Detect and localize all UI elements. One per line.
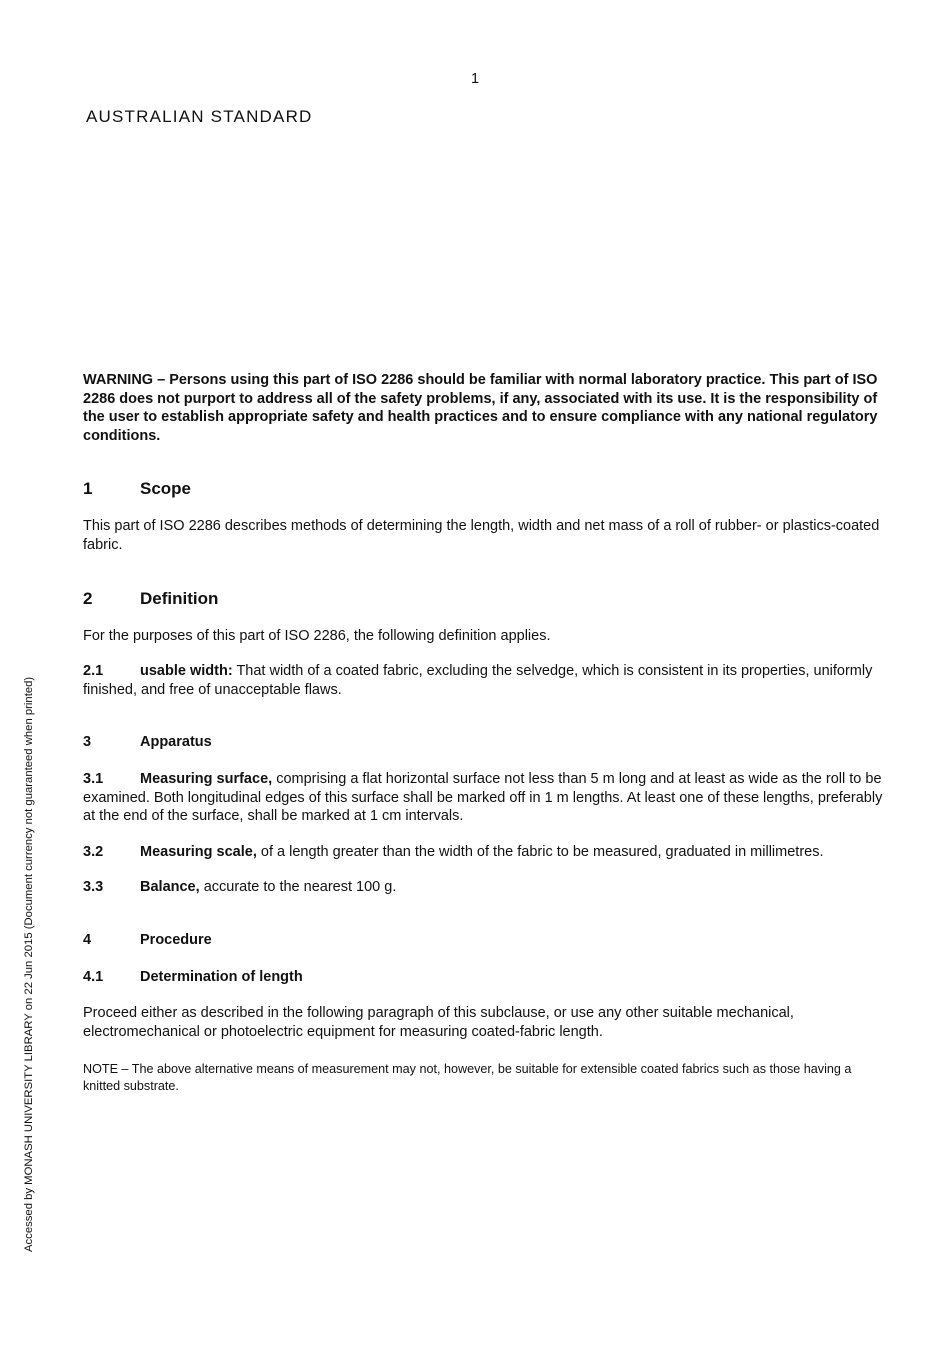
subsection-number: 4.1 bbox=[83, 968, 104, 985]
note-paragraph: NOTE – The above alternative means of measurement may not, however, be suitable for extensible coated fabrics such as those having a knitted substrate. bbox=[83, 1062, 852, 1094]
section-definition-heading bbox=[83, 589, 891, 609]
clause-term: usable width: bbox=[140, 663, 233, 680]
section-number: 1 bbox=[83, 479, 93, 499]
definition-intro-paragraph: For the purposes of this part of ISO 2286, the following definition applies. bbox=[83, 627, 551, 644]
procedure-body-paragraph: Proceed either as described in the following paragraph of this subclause, or use any other suitable mechanical, electromechanical or photoelectric equipment for measuring coated-fabric length. bbox=[83, 1005, 794, 1040]
warning-paragraph: WARNING – Persons using this part of ISO 2286 should be familiar with normal laboratory practice. This part of ISO 2286 does not purport to address all of the safety problems, if any, associated with its use. It is the responsibility of the user to establish appropriate safety and health practices and to ensure compliance with any national regulatory conditions. bbox=[83, 372, 878, 444]
section-procedure-heading bbox=[83, 931, 891, 950]
clause-text: accurate to the nearest 100 g. bbox=[203, 879, 397, 896]
clause-text: That width of a coated fabric, excluding the selvedge, which is consistent in its properties, uniformly finished, and free of unacceptable flaws. bbox=[83, 663, 873, 698]
clause-number: 3.3 bbox=[83, 879, 104, 896]
section-apparatus-heading bbox=[83, 733, 891, 752]
document-body bbox=[83, 371, 891, 1095]
clause-number: 2.1 bbox=[83, 663, 104, 680]
section-title: Apparatus bbox=[140, 734, 212, 751]
sidebar-watermark-text: Accessed by MONASH UNIVERSITY LIBRARY on 22 Jun 2015 (Document currency not guaranteed when printed) bbox=[23, 676, 35, 1252]
section-number: 2 bbox=[83, 588, 93, 608]
page-number: 1 bbox=[470, 71, 480, 87]
section-title: Definition bbox=[140, 588, 219, 608]
section-scope-heading bbox=[83, 479, 891, 499]
clause-term: Balance, bbox=[140, 879, 200, 896]
clause-text: of a length greater than the width of the fabric to be measured, graduated in millimetres. bbox=[260, 843, 824, 860]
clause-text: comprising a flat horizontal surface not less than 5 m long and at least as wide as the roll to be examined. Both longitudinal edges of this surface shall be marked off in 1 m lengths. At least one of these lengths, preferably at the end of the surface, shall be marked at 1 cm intervals. bbox=[83, 770, 883, 825]
clause-term: Measuring surface, bbox=[140, 770, 273, 787]
document-header-title: AUSTRALIAN STANDARD bbox=[86, 107, 313, 126]
section-title: Scope bbox=[140, 479, 192, 499]
section-title: Procedure bbox=[140, 931, 212, 948]
clause-3-3 bbox=[83, 878, 891, 897]
clause-number: 3.2 bbox=[83, 843, 104, 860]
section-number: 4 bbox=[83, 931, 92, 948]
section-number: 3 bbox=[83, 734, 92, 751]
clause-term: Measuring scale, bbox=[140, 843, 257, 860]
clause-3-2 bbox=[83, 843, 891, 862]
scope-body-paragraph: This part of ISO 2286 describes methods of determining the length, width and net mass of a roll of rubber- or plastics-coated fabric. bbox=[83, 518, 880, 553]
subsection-title: Determination of length bbox=[140, 968, 303, 985]
clause-number: 3.1 bbox=[83, 770, 104, 787]
subsection-4-1-heading bbox=[83, 968, 891, 987]
clause-3-1 bbox=[83, 770, 891, 826]
clause-2-1 bbox=[83, 662, 891, 699]
